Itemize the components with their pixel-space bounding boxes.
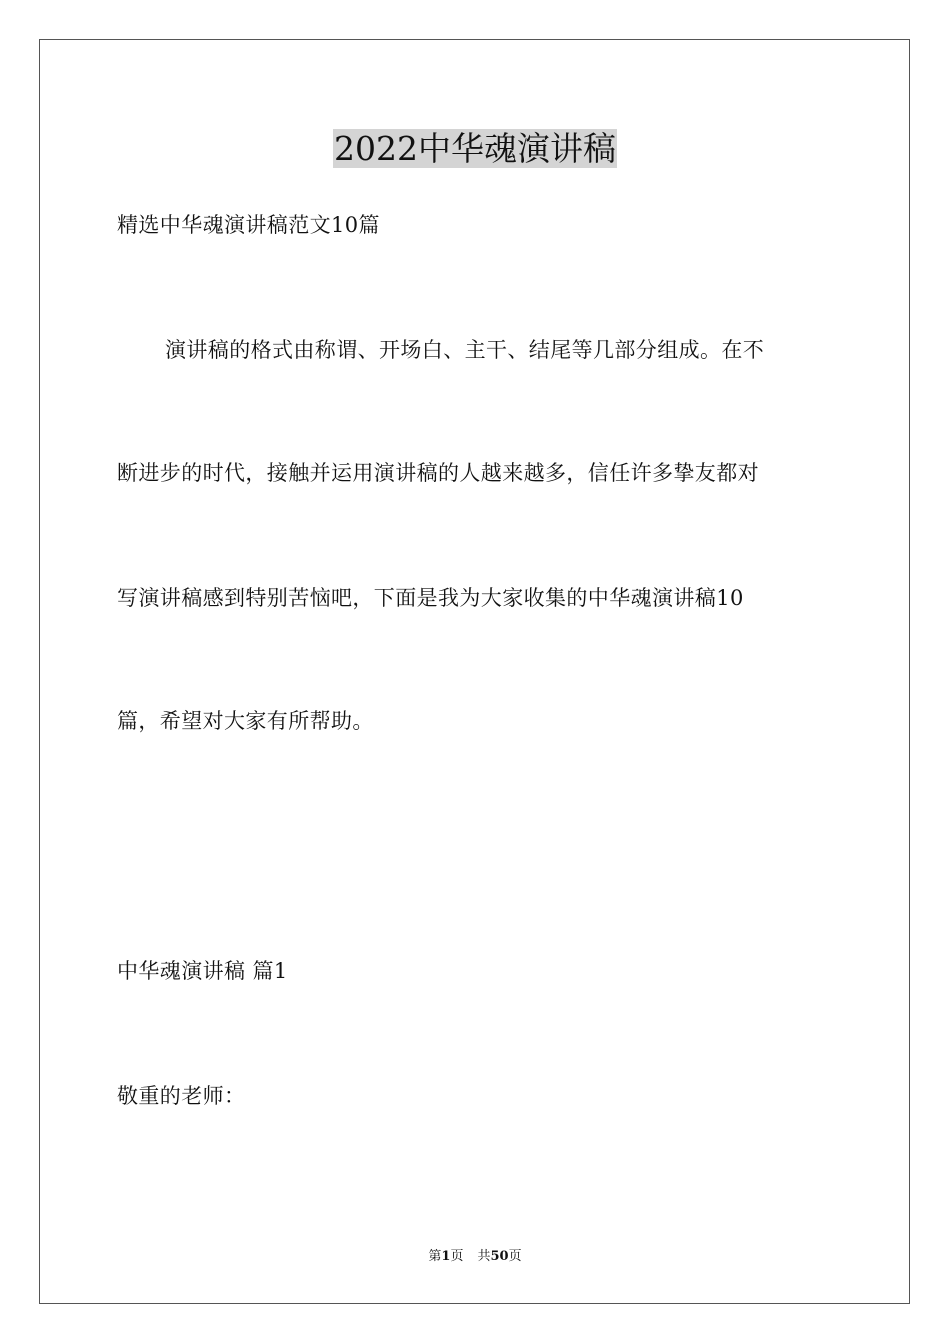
page-footer	[0, 1248, 950, 1266]
footer-total-prefix: 共	[477, 1249, 491, 1264]
document-title	[0, 128, 950, 170]
footer-total-unit: 页	[508, 1249, 522, 1264]
section-heading: 中华魂演讲稿 篇1	[117, 959, 288, 983]
salutation: 敬重的老师：	[117, 1084, 246, 1108]
document-subtitle: 精选中华魂演讲稿范文10篇	[117, 213, 380, 237]
document-title-text: 2022中华魂演讲稿	[334, 129, 616, 168]
footer-page-total: 50	[490, 1249, 509, 1264]
footer-page-unit: 页	[450, 1249, 464, 1264]
intro-line-3: 写演讲稿感到特别苦恼吧，下面是我为大家收集的中华魂演讲稿10	[117, 586, 744, 610]
intro-line-2: 断进步的时代，接触并运用演讲稿的人越来越多，信任许多挚友都对	[117, 461, 759, 485]
intro-line-1: 演讲稿的格式由称谓、开场白、主干、结尾等几部分组成。在不	[165, 338, 765, 362]
footer-page-current: 1	[441, 1249, 451, 1264]
footer-page-prefix: 第	[428, 1249, 442, 1264]
intro-line-4: 篇，希望对大家有所帮助。	[117, 709, 374, 733]
